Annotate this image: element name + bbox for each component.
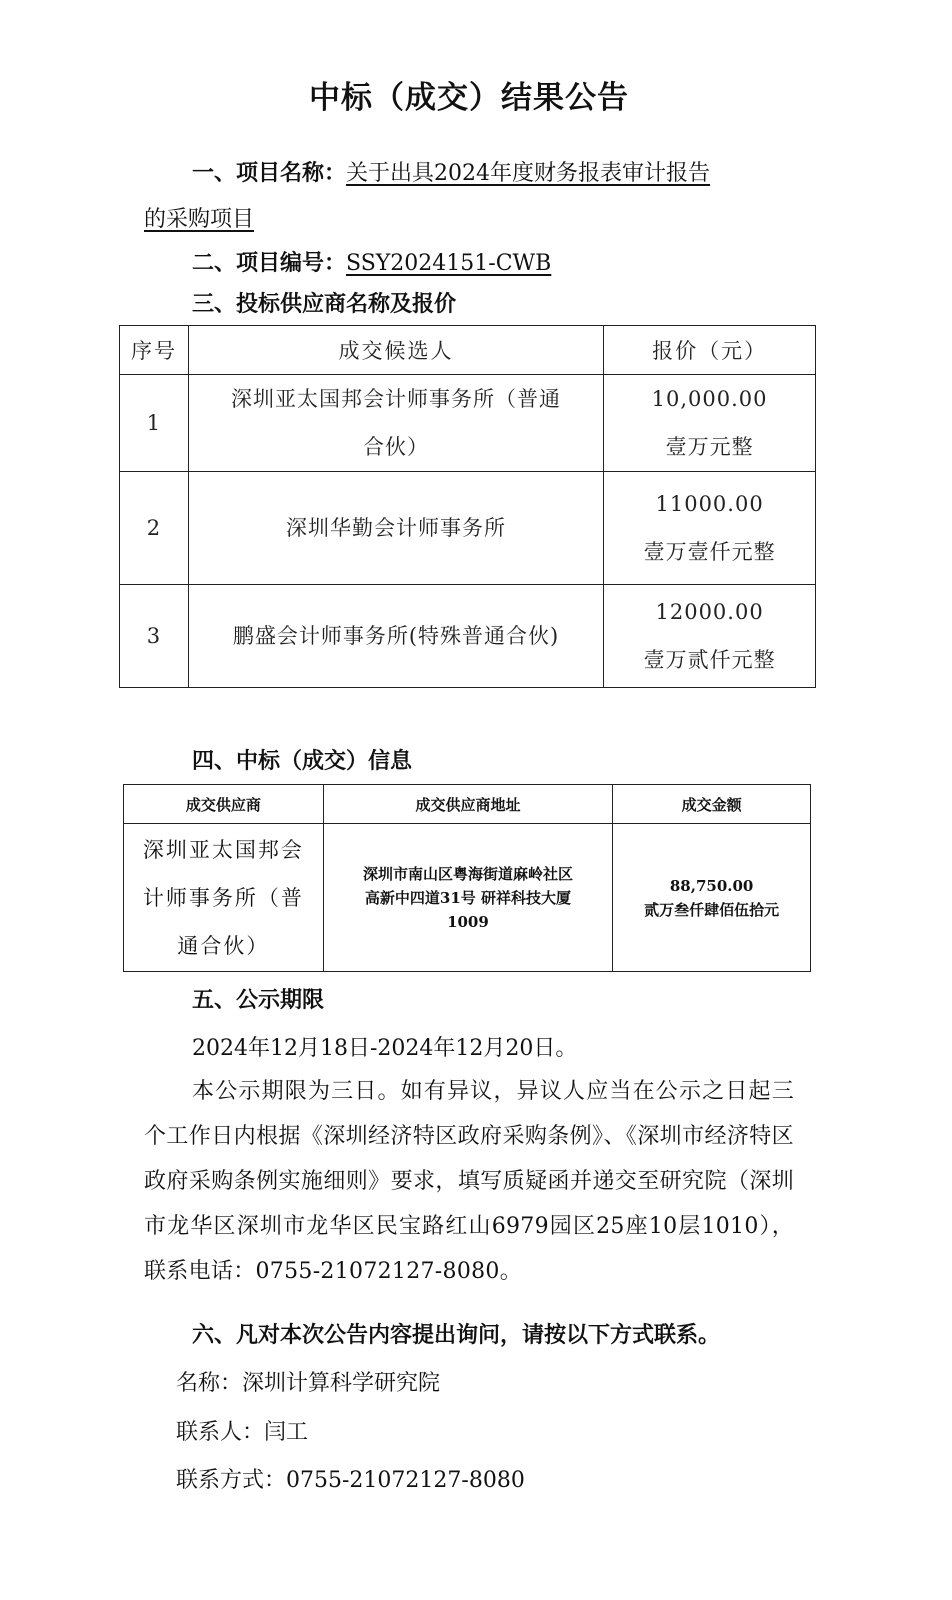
bidders-table (119, 325, 816, 688)
project-name-line (192, 156, 710, 187)
notice-period-title: 五、公示期限 (192, 988, 325, 1013)
table-row (120, 585, 816, 688)
header-no: 序号 (120, 326, 189, 375)
award-section-title: 四、中标（成交）信息 (192, 749, 413, 774)
header-address: 成交供应商地址 (323, 785, 613, 824)
award-table (123, 784, 811, 972)
address-line: 1009 (447, 912, 489, 931)
address-line: 深圳市南山区粤海街道麻岭社区 (362, 864, 573, 883)
supplier-line: 深圳亚太国邦会 (142, 837, 304, 862)
project-name-label: 一、项目名称： (192, 161, 347, 186)
row-no: 3 (120, 585, 189, 688)
row-price-number: 11000.00 (655, 492, 764, 516)
supplier-line: 通合伙） (177, 933, 270, 958)
project-name-value-2: 的采购项目 (144, 207, 255, 232)
table-row (124, 824, 811, 972)
row-price (604, 585, 816, 688)
row-price-words: 壹万贰仟元整 (643, 648, 776, 672)
header-amount: 成交金额 (613, 785, 811, 824)
header-candidate: 成交候选人 (188, 326, 603, 375)
row-price-number: 10,000.00 (651, 387, 768, 411)
award-table-header (124, 785, 811, 824)
project-code-label: 二、项目编号： (192, 251, 347, 276)
contact-name: 名称：深圳计算科学研究院 (176, 1371, 441, 1396)
project-name-continuation (144, 202, 254, 233)
amount-words: 贰万叁仟肆佰伍拾元 (644, 900, 780, 919)
supplier-line: 计师事务所（普 (142, 885, 304, 910)
bidders-section-title: 三、投标供应商名称及报价 (192, 292, 457, 317)
row-price (604, 472, 816, 585)
row-price-words: 壹万壹仟元整 (643, 540, 776, 564)
row-name: 鹏盛会计师事务所(特殊普通合伙) (188, 585, 603, 688)
contact-section-title: 六、凡对本次公告内容提出询问，请按以下方式联系。 (192, 1323, 721, 1348)
row-price (604, 375, 816, 472)
notice-period-dates: 2024年12月18日-2024年12月20日。 (192, 1036, 578, 1061)
amount-number: 88,750.00 (669, 876, 754, 895)
notice-period-text: 本公示期限为三日。如有异议，异议人应当在公示之日起三个工作日内根据《深圳经济特区政府采购条例》、《深圳市经济特区政府采购条例实施细则》要求，填写质疑函并递交至研究院（深圳市龙华区深圳市龙华区民宝路红山6979园区25座10层1010），联系电话：0755-21072127-8080。 (144, 1079, 794, 1284)
award-address (323, 824, 613, 972)
row-name-line1: 深圳亚太国邦会计师事务所（普通 (231, 387, 562, 411)
award-supplier (124, 824, 324, 972)
award-amount (613, 824, 811, 972)
row-price-number: 12000.00 (655, 600, 764, 624)
bidders-table-header (120, 326, 816, 375)
project-code-line (192, 246, 551, 277)
address-line: 高新中四道31号 研祥科技大厦 (364, 888, 571, 907)
row-no: 1 (120, 375, 189, 472)
row-price-words: 壹万元整 (665, 435, 754, 459)
table-row (120, 375, 816, 472)
row-name: 深圳华勤会计师事务所 (188, 472, 603, 585)
row-name (188, 375, 603, 472)
contact-phone: 联系方式：0755-21072127-8080 (176, 1468, 525, 1493)
header-price: 报价（元） (604, 326, 816, 375)
row-no: 2 (120, 472, 189, 585)
project-code-value: SSY2024151-CWB (346, 251, 552, 276)
row-name-line2: 合伙） (363, 435, 430, 459)
contact-person: 联系人：闫工 (176, 1420, 309, 1445)
page-title: 中标（成交）结果公告 (309, 80, 629, 116)
project-name-value: 关于出具2024年度财务报表审计报告 (346, 161, 711, 186)
table-row (120, 472, 816, 585)
header-supplier: 成交供应商 (124, 785, 324, 824)
